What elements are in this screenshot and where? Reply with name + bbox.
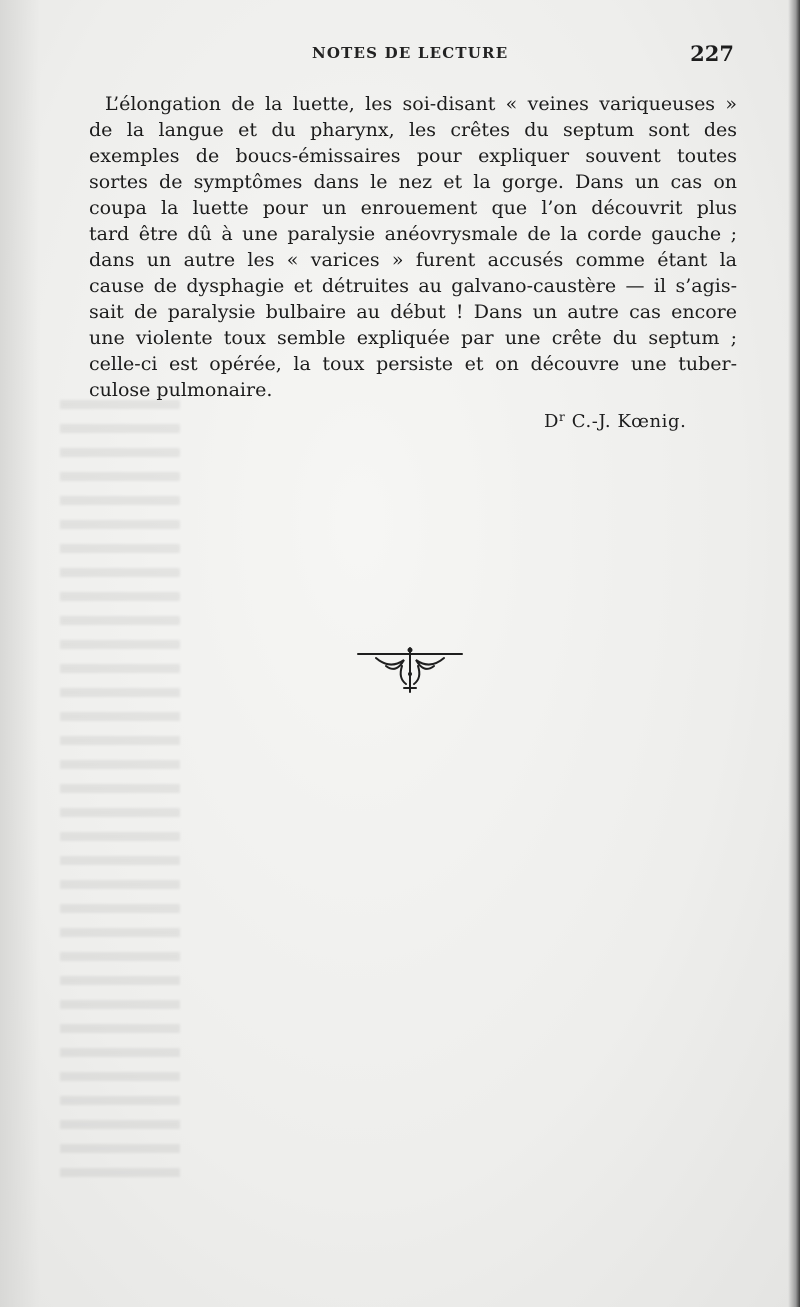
- page-number: 227: [690, 41, 734, 66]
- body-paragraph: [89, 91, 737, 403]
- text-line: de la langue et du pharynx, les crêtes du septum sont des: [89, 119, 737, 141]
- author-signature: [544, 410, 686, 432]
- running-header: NOTES DE LECTURE: [312, 44, 509, 62]
- page-gutter-shadow: [0, 0, 40, 1307]
- text-line: coupa la luette pour un enrouement que l’on découvrit plus: [89, 197, 737, 219]
- text-line: tard être dû à une paralysie anéovrysmale de la corde gauche ;: [89, 223, 737, 245]
- text-line: sait de paralysie bulbaire au début ! Dans un autre cas encore: [89, 301, 737, 323]
- text-line: sortes de symptômes dans le nez et la gorge. Dans un cas on: [89, 171, 737, 193]
- text-line: exemples de boucs-émissaires pour expliquer souvent toutes: [89, 145, 737, 167]
- text-line: dans un autre les « varices » furent accusés comme étant la: [89, 249, 737, 271]
- text-line: culose pulmonaire.: [89, 379, 273, 401]
- fleuron-tailpiece-icon: [356, 644, 464, 696]
- signature-title: D: [544, 411, 560, 432]
- text-line: cause de dysphagie et détruites au galvano-caustère — il s’agis-: [89, 275, 737, 297]
- signature-title-superscript: r: [559, 410, 566, 424]
- text-line: celle-ci est opérée, la toux persiste et on découvre une tuber-: [89, 353, 737, 375]
- text-line: L’élongation de la luette, les soi-disant « veines variqueuses »: [105, 93, 737, 115]
- signature-name: C.-J. Kœnig.: [571, 411, 687, 432]
- text-line: une violente toux semble expliquée par une crête du septum ;: [89, 327, 737, 349]
- bleed-through-texture: [60, 400, 180, 1180]
- page-edge-shadow: [788, 0, 800, 1307]
